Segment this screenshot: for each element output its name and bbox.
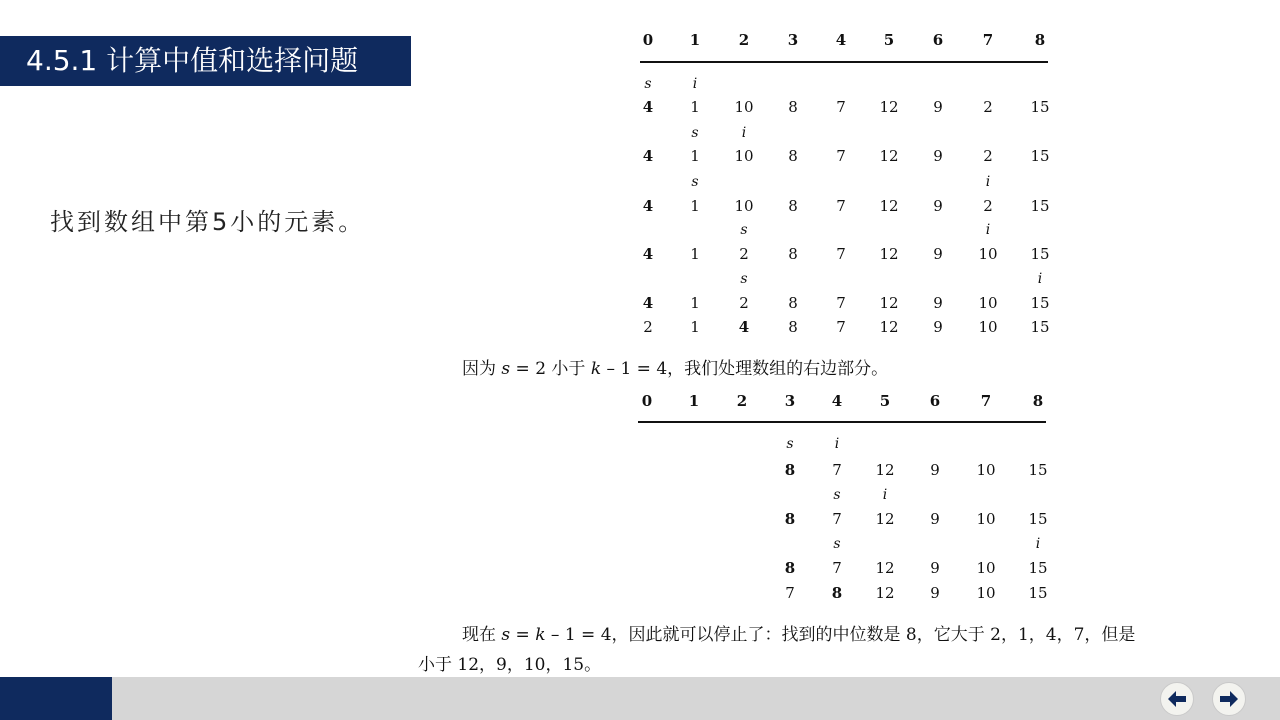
table1-cell: 8: [788, 147, 798, 165]
table2-cell: 9: [930, 461, 940, 479]
table2-cell: 2: [736, 392, 748, 410]
table1-cell: 1: [690, 294, 700, 312]
para2-text-b: =: [510, 625, 536, 645]
table1-cell: 7: [836, 147, 846, 165]
table1-cell: 4: [642, 147, 654, 165]
table2-cell: 9: [930, 510, 940, 528]
table1-cell: 8: [788, 98, 798, 116]
table1-cell: 15: [1030, 197, 1050, 215]
table1-cell: i: [741, 125, 747, 141]
table1-cell: 8: [788, 294, 798, 312]
table2-cell: 9: [930, 559, 940, 577]
table2-cell: 8: [784, 510, 796, 528]
table2-rule: [638, 421, 1046, 423]
table2-cell: 6: [929, 392, 941, 410]
table1-cell: 9: [933, 197, 943, 215]
para2-var-s: s: [501, 625, 511, 645]
table1-cell: 2: [983, 147, 993, 165]
para1-text-a: 因为: [462, 359, 502, 379]
table1-cell: 8: [788, 318, 798, 336]
table2-cell: 15: [1028, 584, 1048, 602]
para1-text-b: = 2 小于: [510, 359, 591, 379]
table1-cell: i: [985, 174, 991, 190]
table1-cell: 15: [1030, 294, 1050, 312]
table2-cell: 10: [976, 584, 996, 602]
table2-cell: i: [834, 436, 840, 452]
table1-cell: s: [644, 76, 652, 92]
table1-cell: 10: [734, 98, 754, 116]
table1-cell: 12: [879, 98, 899, 116]
table2-cell: 8: [784, 559, 796, 577]
table1-cell: 1: [689, 31, 701, 49]
table1-cell: 12: [879, 147, 899, 165]
table1-cell: 3: [787, 31, 799, 49]
table1-cell: 15: [1030, 147, 1050, 165]
table1-cell: 8: [788, 197, 798, 215]
arrow-right-icon: [1220, 691, 1238, 707]
table1-cell: 15: [1030, 245, 1050, 263]
table2-cell: i: [882, 487, 888, 503]
table2-cell: i: [1035, 536, 1041, 552]
arrow-left-icon: [1168, 691, 1186, 707]
table1-cell: 1: [690, 98, 700, 116]
table1-cell: 2: [738, 31, 750, 49]
slide-subtitle: 找到数组中第5小的元素。: [50, 208, 366, 236]
table1-cell: s: [691, 174, 699, 190]
table1-cell: 2: [739, 245, 749, 263]
table1-rule: [640, 61, 1048, 63]
table1-cell: 7: [836, 318, 846, 336]
table1-cell: 10: [734, 147, 754, 165]
table2-cell: 8: [1032, 392, 1044, 410]
para2-var-k: k: [535, 625, 546, 645]
table1-cell: 4: [835, 31, 847, 49]
table2-cell: 5: [879, 392, 891, 410]
table1-cell: 8: [788, 245, 798, 263]
table1-cell: 9: [933, 98, 943, 116]
table1-cell: 15: [1030, 98, 1050, 116]
table2-cell: 4: [831, 392, 843, 410]
table2-cell: 9: [930, 584, 940, 602]
table1-cell: 4: [738, 318, 750, 336]
table1-cell: 2: [643, 318, 653, 336]
table1-cell: 8: [1034, 31, 1046, 49]
table1-cell: i: [692, 76, 698, 92]
table1-cell: 9: [933, 245, 943, 263]
table2-cell: 15: [1028, 559, 1048, 577]
table1-cell: 12: [879, 245, 899, 263]
table1-cell: 10: [734, 197, 754, 215]
table2-cell: 10: [976, 510, 996, 528]
paragraph-conclusion-line2: 小于 12，9，10，15。: [418, 655, 602, 675]
table2-cell: 7: [832, 559, 842, 577]
table2-cell: 7: [832, 510, 842, 528]
para2-text-c: – 1 = 4，因此就可以停止了：找到的中位数是 8，它大于 2，1，4，7，但是: [545, 625, 1136, 645]
table2-cell: 8: [784, 461, 796, 479]
table2-cell: 7: [980, 392, 992, 410]
table2-cell: 7: [832, 461, 842, 479]
table2-cell: 0: [641, 392, 653, 410]
para2-text-a: 现在: [462, 625, 502, 645]
table1-cell: 7: [836, 294, 846, 312]
table1-cell: 12: [879, 197, 899, 215]
table1-cell: 4: [642, 294, 654, 312]
prev-slide-button[interactable]: [1160, 682, 1194, 716]
table1-cell: i: [1037, 271, 1043, 287]
table2-cell: s: [833, 487, 841, 503]
table1-cell: 12: [879, 294, 899, 312]
table2-cell: 12: [875, 584, 895, 602]
table1-cell: 1: [690, 147, 700, 165]
table1-cell: s: [740, 271, 748, 287]
table1-cell: s: [691, 125, 699, 141]
table2-cell: 15: [1028, 461, 1048, 479]
table2-cell: 1: [688, 392, 700, 410]
para1-text-c: – 1 = 4，我们处理数组的右边部分。: [601, 359, 889, 379]
table1-cell: 9: [933, 294, 943, 312]
table1-cell: 7: [836, 245, 846, 263]
table1-cell: 2: [983, 197, 993, 215]
table2-cell: 10: [976, 461, 996, 479]
table2-cell: s: [833, 536, 841, 552]
para1-var-k: k: [590, 359, 602, 379]
table2-cell: 12: [875, 510, 895, 528]
table1-cell: 15: [1030, 318, 1050, 336]
table1-cell: 10: [978, 245, 998, 263]
table1-cell: 1: [690, 245, 700, 263]
footer-accent-block: [0, 677, 112, 720]
next-slide-button[interactable]: [1212, 682, 1246, 716]
table1-cell: 12: [879, 318, 899, 336]
table1-cell: 0: [642, 31, 654, 49]
table1-cell: 10: [978, 294, 998, 312]
table2-cell: s: [786, 436, 794, 452]
table1-cell: 9: [933, 318, 943, 336]
slide-title: 4.5.1 计算中值和选择问题: [0, 36, 411, 86]
table1-cell: 1: [690, 318, 700, 336]
table1-cell: 6: [932, 31, 944, 49]
table2-cell: 12: [875, 559, 895, 577]
paragraph-conclusion-line1: [462, 620, 1135, 645]
table1-cell: 9: [933, 147, 943, 165]
table1-cell: 4: [642, 98, 654, 116]
table1-cell: 7: [836, 98, 846, 116]
table1-cell: 7: [982, 31, 994, 49]
table2-cell: 8: [831, 584, 843, 602]
table1-cell: 7: [836, 197, 846, 215]
table2-cell: 3: [784, 392, 796, 410]
table2-cell: 12: [875, 461, 895, 479]
table1-cell: 4: [642, 197, 654, 215]
table1-cell: 10: [978, 318, 998, 336]
table2-cell: 10: [976, 559, 996, 577]
table2-cell: 15: [1028, 510, 1048, 528]
table1-cell: i: [985, 222, 991, 238]
paragraph-right-part: [462, 354, 888, 379]
table2-cell: 7: [785, 584, 795, 602]
footer-bar: [0, 677, 1280, 720]
table1-cell: 5: [883, 31, 895, 49]
table1-cell: 1: [690, 197, 700, 215]
table1-cell: 2: [739, 294, 749, 312]
table1-cell: s: [740, 222, 748, 238]
para1-var-s: s: [501, 359, 511, 379]
table1-cell: 2: [983, 98, 993, 116]
table1-cell: 4: [642, 245, 654, 263]
